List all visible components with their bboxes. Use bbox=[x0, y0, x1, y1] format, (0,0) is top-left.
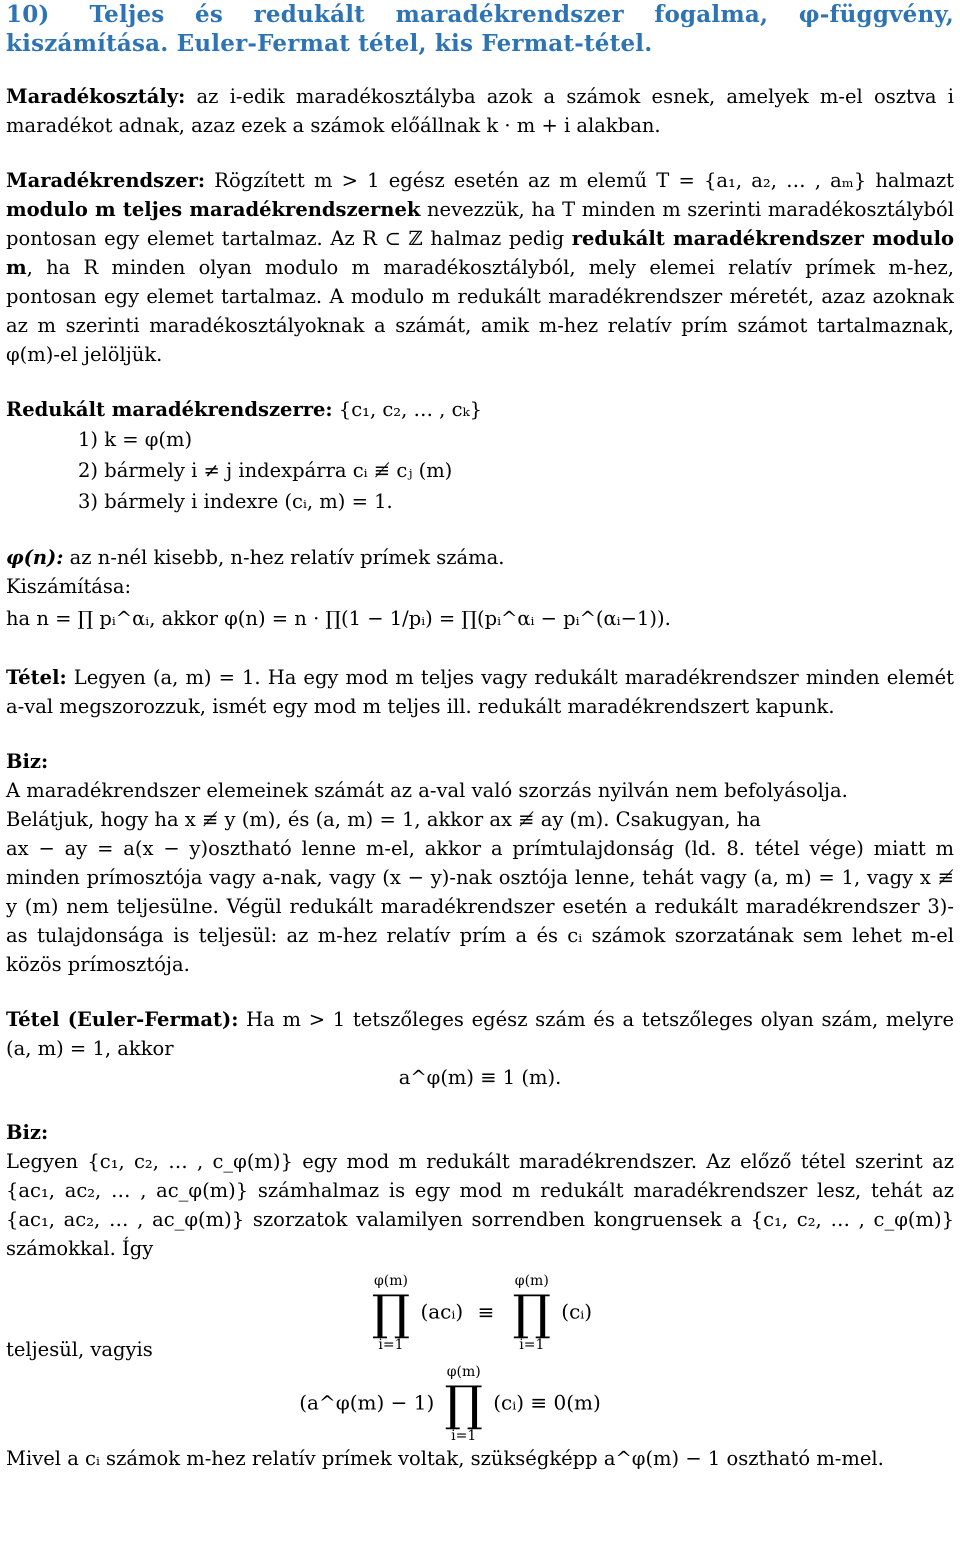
list-item: 2) bármely i ≠ j indexpárra cᵢ ≢ cⱼ (m) bbox=[78, 459, 453, 482]
product-upper-limit: φ(m) bbox=[446, 1364, 481, 1380]
proof-line: ax − ay = a(x − y)osztható lenne m-el, akkor a prímtulajdonság (ld. 8. tétel vége) miatt m minden prímosztója vagy a-nak, vagy (x − y)-nak osztója lenne, tehát vagy (a, m) = 1, vagy x ≢ y (m) nem teljesülne. Végül redukált maradékrendszer esetén a redukált maradékrendszer 3)-as tulajdonsága is teljesül: az m-hez relatív prím a és cᵢ számok szorzatának sem lehet m-el közös prímosztója. bbox=[6, 837, 954, 976]
product-symbol: φ(m) ∏ i=1 bbox=[444, 1364, 483, 1444]
paragraph-phi bbox=[6, 543, 954, 572]
product-lower-limit: i=1 bbox=[451, 1428, 477, 1444]
term-teljes: modulo m teljes maradékrendszernek bbox=[6, 198, 421, 221]
paragraph-euler-fermat bbox=[6, 1005, 954, 1063]
proof-line: Belátjuk, hogy ha x ≢ y (m), és (a, m) = 1, akkor ax ≢ ay (m). Csakugyan, ha bbox=[6, 808, 761, 831]
term-redukalt-heading: Redukált maradékrendszerre: bbox=[6, 398, 333, 421]
section-number: 10) bbox=[6, 1, 50, 28]
term-euler-fermat: Tétel (Euler-Fermat): bbox=[6, 1008, 239, 1031]
list-item: 3) bármely i indexre (cᵢ, m) = 1. bbox=[78, 490, 393, 513]
calc-label: Kiszámítása: bbox=[6, 575, 132, 598]
proof-label: Biz: bbox=[6, 750, 49, 773]
product-symbol: φ(m) ∏ i=1 bbox=[371, 1273, 411, 1353]
paragraph-maradekrendszer bbox=[6, 166, 954, 369]
term-phi: φ(n): bbox=[6, 546, 64, 569]
term-maradekrendszer: Maradékrendszer: bbox=[6, 169, 206, 192]
product-lower-limit: i=1 bbox=[519, 1337, 545, 1353]
equation-term: (cᵢ) ≡ 0(m) bbox=[493, 1390, 601, 1415]
term-tetel: Tétel: bbox=[6, 666, 67, 689]
term-redukalt: redukált maradékrendszer modulo m bbox=[6, 227, 954, 279]
teljesul-text: teljesül, vagyis bbox=[6, 1338, 153, 1361]
list-item: 1) k = φ(m) bbox=[78, 428, 193, 451]
product-upper-limit: φ(m) bbox=[514, 1273, 549, 1289]
theorem-text: Ha m > 1 tetszőleges egész szám és a tetszőleges olyan szám, melyre (a, m) = 1, akkor bbox=[6, 1008, 954, 1060]
reduced-heading bbox=[6, 395, 954, 424]
section-title-text: Teljes és redukált maradékrendszer fogalma, φ-függvény, kiszámítása. Euler-Fermat tétel, kis Fermat-tétel. bbox=[6, 1, 954, 57]
product-lower-limit: i=1 bbox=[378, 1337, 404, 1353]
reduced-conditions-list bbox=[78, 424, 954, 517]
reduced-set: {c₁, c₂, … , cₖ} bbox=[332, 398, 483, 421]
equation-term: (acᵢ) bbox=[420, 1299, 464, 1324]
theorem-text: Legyen (a, m) = 1. Ha egy mod m teljes vagy redukált maradékrendszer minden elemét a-val megszorozzuk, ismét egy mod m teljes ill. redukált maradékrendszert kapunk. bbox=[6, 666, 954, 718]
proof-line: A maradékrendszer elemeinek számát az a-val való szorzás nyilván nem befolyásolja. bbox=[6, 779, 848, 802]
equation-relation: ≡ bbox=[477, 1299, 495, 1324]
equation-term: (a^φ(m) − 1) bbox=[299, 1390, 435, 1415]
definition-text: az i-edik maradékosztályba azok a számok esnek, amelyek m-el osztva i maradékot adnak, azaz ezek a számok előállnak k · m + i alakban. bbox=[6, 85, 954, 137]
product-symbol: φ(m) ∏ i=1 bbox=[512, 1273, 551, 1353]
phi-formula: ha n = ∏ pᵢ^αᵢ, akkor φ(n) = n · ∏(1 − 1/pᵢ) = ∏(pᵢ^αᵢ − pᵢ^(αᵢ−1)). bbox=[6, 607, 671, 630]
product-equation-2 bbox=[0, 1364, 954, 1444]
paragraph-maradekosztaly bbox=[6, 82, 954, 140]
definition-text: az n-nél kisebb, n-hez relatív prímek száma. bbox=[63, 546, 505, 569]
definition-text: , ha R minden olyan modulo m maradékosztályból, mely elemei relatív prímek m-hez, pontosan egy elemet tartalmaz. A modulo m redukált maradékrendszer méretét, azaz azoknak az m szerinti maradékosztályoknak a számát, amik m-hez relatív prím számot tartalmaznak, φ(m)-el jelöljük. bbox=[6, 256, 954, 366]
proof-text: Legyen {c₁, c₂, … , c_φ(m)} egy mod m redukált maradékrendszer. Az előző tétel szerint az {ac₁, ac₂, … , ac_φ(m)} számhalmaz is egy mod m redukált maradékrendszer lesz, tehát az {ac₁, ac₂, … , ac_φ(m)} szorzatok valamilyen sorrendben kongruensek a {c₁, c₂, … , c_φ(m)} számokkal. Így bbox=[6, 1150, 954, 1260]
term-maradekosztaly: Maradékosztály: bbox=[6, 85, 186, 108]
product-upper-limit: φ(m) bbox=[373, 1273, 408, 1289]
conclusion-text: Mivel a cᵢ számok m-hez relatív prímek voltak, szükségképp a^φ(m) − 1 osztható m-mel. bbox=[6, 1447, 884, 1470]
euler-fermat-formula: a^φ(m) ≡ 1 (m). bbox=[398, 1066, 562, 1089]
equation-term: (cᵢ) bbox=[561, 1299, 593, 1324]
definition-text: Rögzített m > 1 egész esetén az m elemű T = {a₁, a₂, … , aₘ} halmazt bbox=[205, 169, 954, 192]
paragraph-tetel bbox=[6, 663, 954, 721]
section-title bbox=[6, 0, 954, 58]
definition-text: nevezzük, ha T minden m szerinti maradékosztályból pontosan egy elemet tartalmaz. Az R ⊂ ℤ halmaz pedig bbox=[6, 198, 954, 250]
proof-label: Biz: bbox=[6, 1121, 49, 1144]
